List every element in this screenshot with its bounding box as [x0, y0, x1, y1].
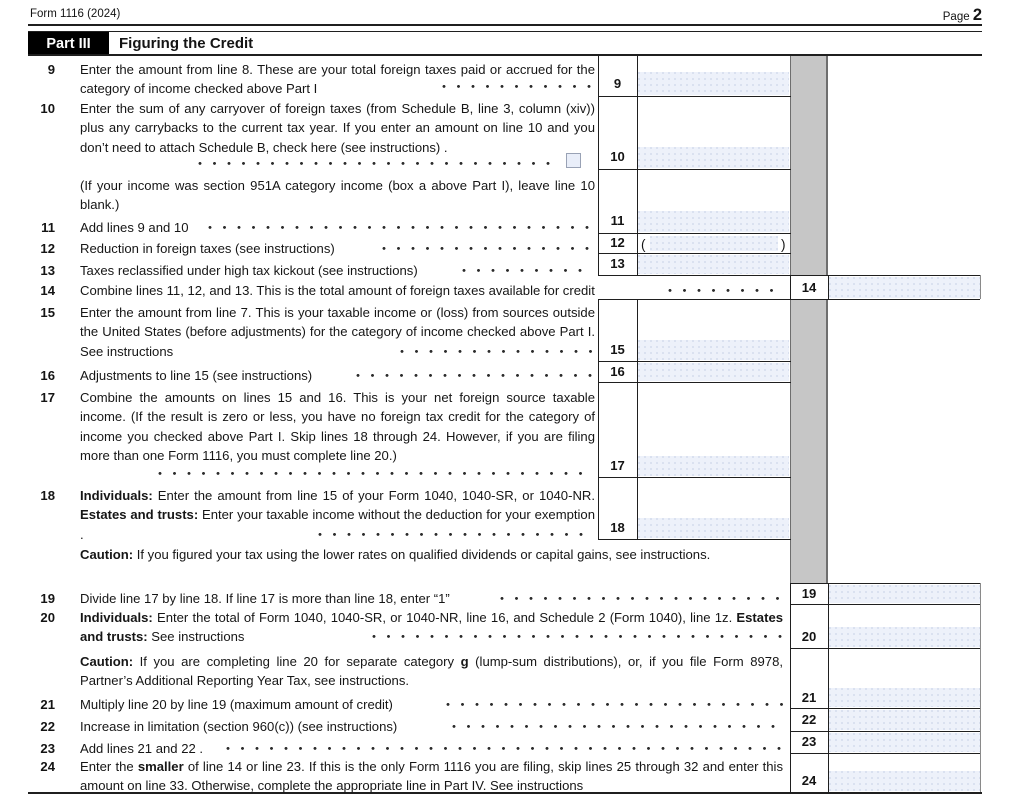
row-rule — [598, 275, 980, 276]
line19-box-number: 19 — [801, 586, 817, 601]
line15-amount-field[interactable] — [638, 340, 789, 360]
line16-box-number: 16 — [610, 364, 625, 379]
line13-amount-field[interactable] — [638, 255, 789, 274]
line21-text: Multiply line 20 by line 19 (maximum amount of credit) — [80, 697, 393, 712]
dotted-leader — [208, 225, 592, 230]
line21-box-number: 21 — [801, 690, 817, 705]
line17-amount-field[interactable] — [638, 456, 789, 476]
line16-number: 16 — [40, 368, 55, 383]
outer-column-left-rule — [790, 583, 791, 792]
line18-box-number: 18 — [610, 520, 625, 535]
line20-box-number: 20 — [801, 629, 817, 644]
row-rule — [790, 583, 980, 584]
line14-text: Combine lines 11, 12, and 13. This is the total amount of foreign taxes available for credit — [80, 283, 595, 298]
row-rule — [790, 753, 980, 754]
dotted-leader — [372, 634, 784, 639]
line23-amount-field[interactable] — [829, 733, 980, 752]
line10-note: (If your income was section 951A category income (box a above Part I), leave line 10 blank.) — [80, 178, 595, 213]
line11-number: 11 — [41, 220, 55, 235]
row-rule — [598, 169, 791, 170]
line10-box-number: 10 — [610, 149, 625, 164]
line18-amount-field[interactable] — [638, 518, 789, 538]
header-rule — [28, 24, 982, 26]
line10-text: Enter the sum of any carryover of foreign taxes (from Schedule B, line 3, column (xiv)) plus any carrybacks to the current tax year. If you enter an amount on line 10 and you don’t need to attach Schedule B, check here (see instructions) . — [80, 101, 595, 155]
line14-amount-field[interactable] — [829, 277, 980, 298]
shaded-column-upper — [790, 56, 828, 275]
line14-number: 14 — [40, 283, 55, 298]
caution-after-line20: Caution: If you are completing line 20 for separate category g (lump-sum distributions), or, if you file Form 8978, Partner’s Additional Reporting Year Tax, see instructions. — [80, 654, 783, 689]
line19-text: Divide line 17 by line 18. If line 17 is more than line 18, enter “1” — [80, 591, 450, 606]
page-word: Page — [942, 11, 970, 23]
line13-box-number: 13 — [610, 256, 625, 271]
line16-amount-field[interactable] — [638, 363, 789, 381]
line23-box-number: 23 — [801, 734, 817, 749]
line22-text: Increase in limitation (section 960(c)) (see instructions) — [80, 719, 398, 734]
line24-amount-field[interactable] — [829, 771, 980, 791]
row-rule — [598, 253, 791, 254]
line21-number: 21 — [40, 697, 55, 712]
dotted-leader — [668, 288, 784, 293]
line24-text: Enter the smaller of line 14 or line 23. If this is the only Form 1116 you are filing, skip lines 25 through 32 and enter this amount on line 33. Otherwise, complete the appropriate line in Part IV. See instructions — [80, 759, 783, 794]
line20-number: 20 — [40, 610, 55, 625]
dotted-leader — [356, 373, 592, 378]
line21-amount-field[interactable] — [829, 688, 980, 707]
line23-text: Add lines 21 and 22 . — [80, 741, 204, 756]
dotted-leader — [226, 746, 784, 751]
line24-box-number: 24 — [801, 773, 817, 788]
line11-box-number: 11 — [610, 213, 625, 228]
line17-box-number: 17 — [610, 458, 625, 473]
dotted-leader — [442, 84, 592, 89]
line19-amount-field[interactable] — [829, 585, 980, 603]
row-rule — [790, 648, 980, 649]
dotted-leader — [198, 161, 558, 166]
row-rule — [598, 382, 791, 383]
line20-amount-field[interactable] — [829, 627, 980, 647]
inner-column-left-rule — [598, 300, 599, 539]
line15-number: 15 — [40, 305, 55, 320]
part-label: Part III — [28, 32, 109, 55]
line19-number: 19 — [40, 591, 55, 606]
dotted-leader — [462, 268, 592, 273]
line22-amount-field[interactable] — [829, 710, 980, 730]
dotted-leader — [400, 349, 592, 354]
line11-amount-field[interactable] — [638, 211, 789, 232]
page-indicator — [900, 6, 982, 25]
row-rule — [790, 604, 980, 605]
line15-box-number: 15 — [610, 342, 625, 357]
row-rule — [598, 233, 791, 234]
part-title: Figuring the Credit — [119, 35, 254, 52]
line18-number: 18 — [40, 488, 55, 503]
part-band-top-rule — [28, 31, 982, 32]
page-number: 2 — [972, 6, 982, 24]
outer-column-right-rule — [980, 583, 981, 792]
form-id: Form 1116 (2024) — [30, 8, 121, 20]
row-rule — [598, 477, 791, 478]
line14-box-number: 14 — [801, 280, 817, 295]
line15-text: Enter the amount from line 7. This is your taxable income or (loss) from sources outside the United States (before adjustments) for the category of income checked above Part I. See instructions — [80, 305, 595, 359]
row-rule — [790, 708, 980, 709]
dotted-leader — [158, 471, 592, 476]
line12-amount-field[interactable] — [650, 236, 778, 251]
dotted-leader — [318, 532, 592, 537]
line24-number: 24 — [40, 759, 55, 774]
shaded-column-lower — [790, 300, 828, 583]
line12-text: Reduction in foreign taxes (see instructions) — [80, 241, 335, 256]
line10-number: 10 — [40, 101, 55, 116]
row-rule — [598, 539, 791, 540]
line9-number: 9 — [47, 62, 55, 77]
line13-text: Taxes reclassified under high tax kickout (see instructions) — [80, 263, 418, 278]
row-rule — [598, 96, 791, 97]
line17-number: 17 — [40, 390, 55, 405]
line23-number: 23 — [40, 741, 55, 756]
row-rule — [598, 361, 791, 362]
line20-text: Individuals: Enter the total of Form 1040, 1040-SR, or 1040-NR, line 16, and Schedule 2 (Form 1040), line 1z. Estates and trusts: See instructions — [80, 610, 784, 645]
line9-box-number: 9 — [613, 76, 622, 91]
inner-column-divider-rule — [637, 300, 638, 539]
dotted-leader — [446, 702, 784, 707]
line9-text: Enter the amount from line 8. These are your total foreign taxes paid or accrued for the category of income checked above Part I — [80, 62, 595, 97]
row-rule — [790, 731, 980, 732]
line13-number: 13 — [40, 263, 55, 278]
caution-after-line18: Caution: If you figured your tax using the lower rates on qualified dividends or capital gains, see instructions. — [80, 547, 711, 562]
dotted-leader — [500, 596, 784, 601]
line17-text: Combine the amounts on lines 15 and 16. This is your net foreign source taxable income. (If the result is zero or less, you have no foreign tax credit for the category of income you checked above Part I. Skip lines 18 through 24. However, if you are filing more than one Form 1116, you must complete line 20.) — [80, 390, 595, 464]
part-band-bottom-rule — [28, 54, 982, 56]
dotted-leader — [382, 246, 592, 251]
line16-text: Adjustments to line 15 (see instructions) — [80, 368, 313, 383]
line22-number: 22 — [40, 719, 55, 734]
line12-paren-close: ) — [781, 237, 786, 252]
dotted-leader — [452, 724, 784, 729]
line11-text: Add lines 9 and 10 — [80, 220, 189, 235]
line12-paren-open: ( — [641, 237, 646, 252]
line22-box-number: 22 — [801, 712, 817, 727]
line18-text: Individuals: Enter the amount from line 15 of your Form 1040, 1040-SR, or 1040-NR. Estates and trusts: Enter your taxable income without the deduction for your exemption . — [80, 488, 596, 542]
line12-box-number: 12 — [610, 235, 625, 250]
line10-amount-field[interactable] — [638, 147, 789, 168]
outer-column-right-rule — [980, 275, 981, 299]
line12-number: 12 — [40, 241, 55, 256]
line9-amount-field[interactable] — [638, 72, 789, 95]
